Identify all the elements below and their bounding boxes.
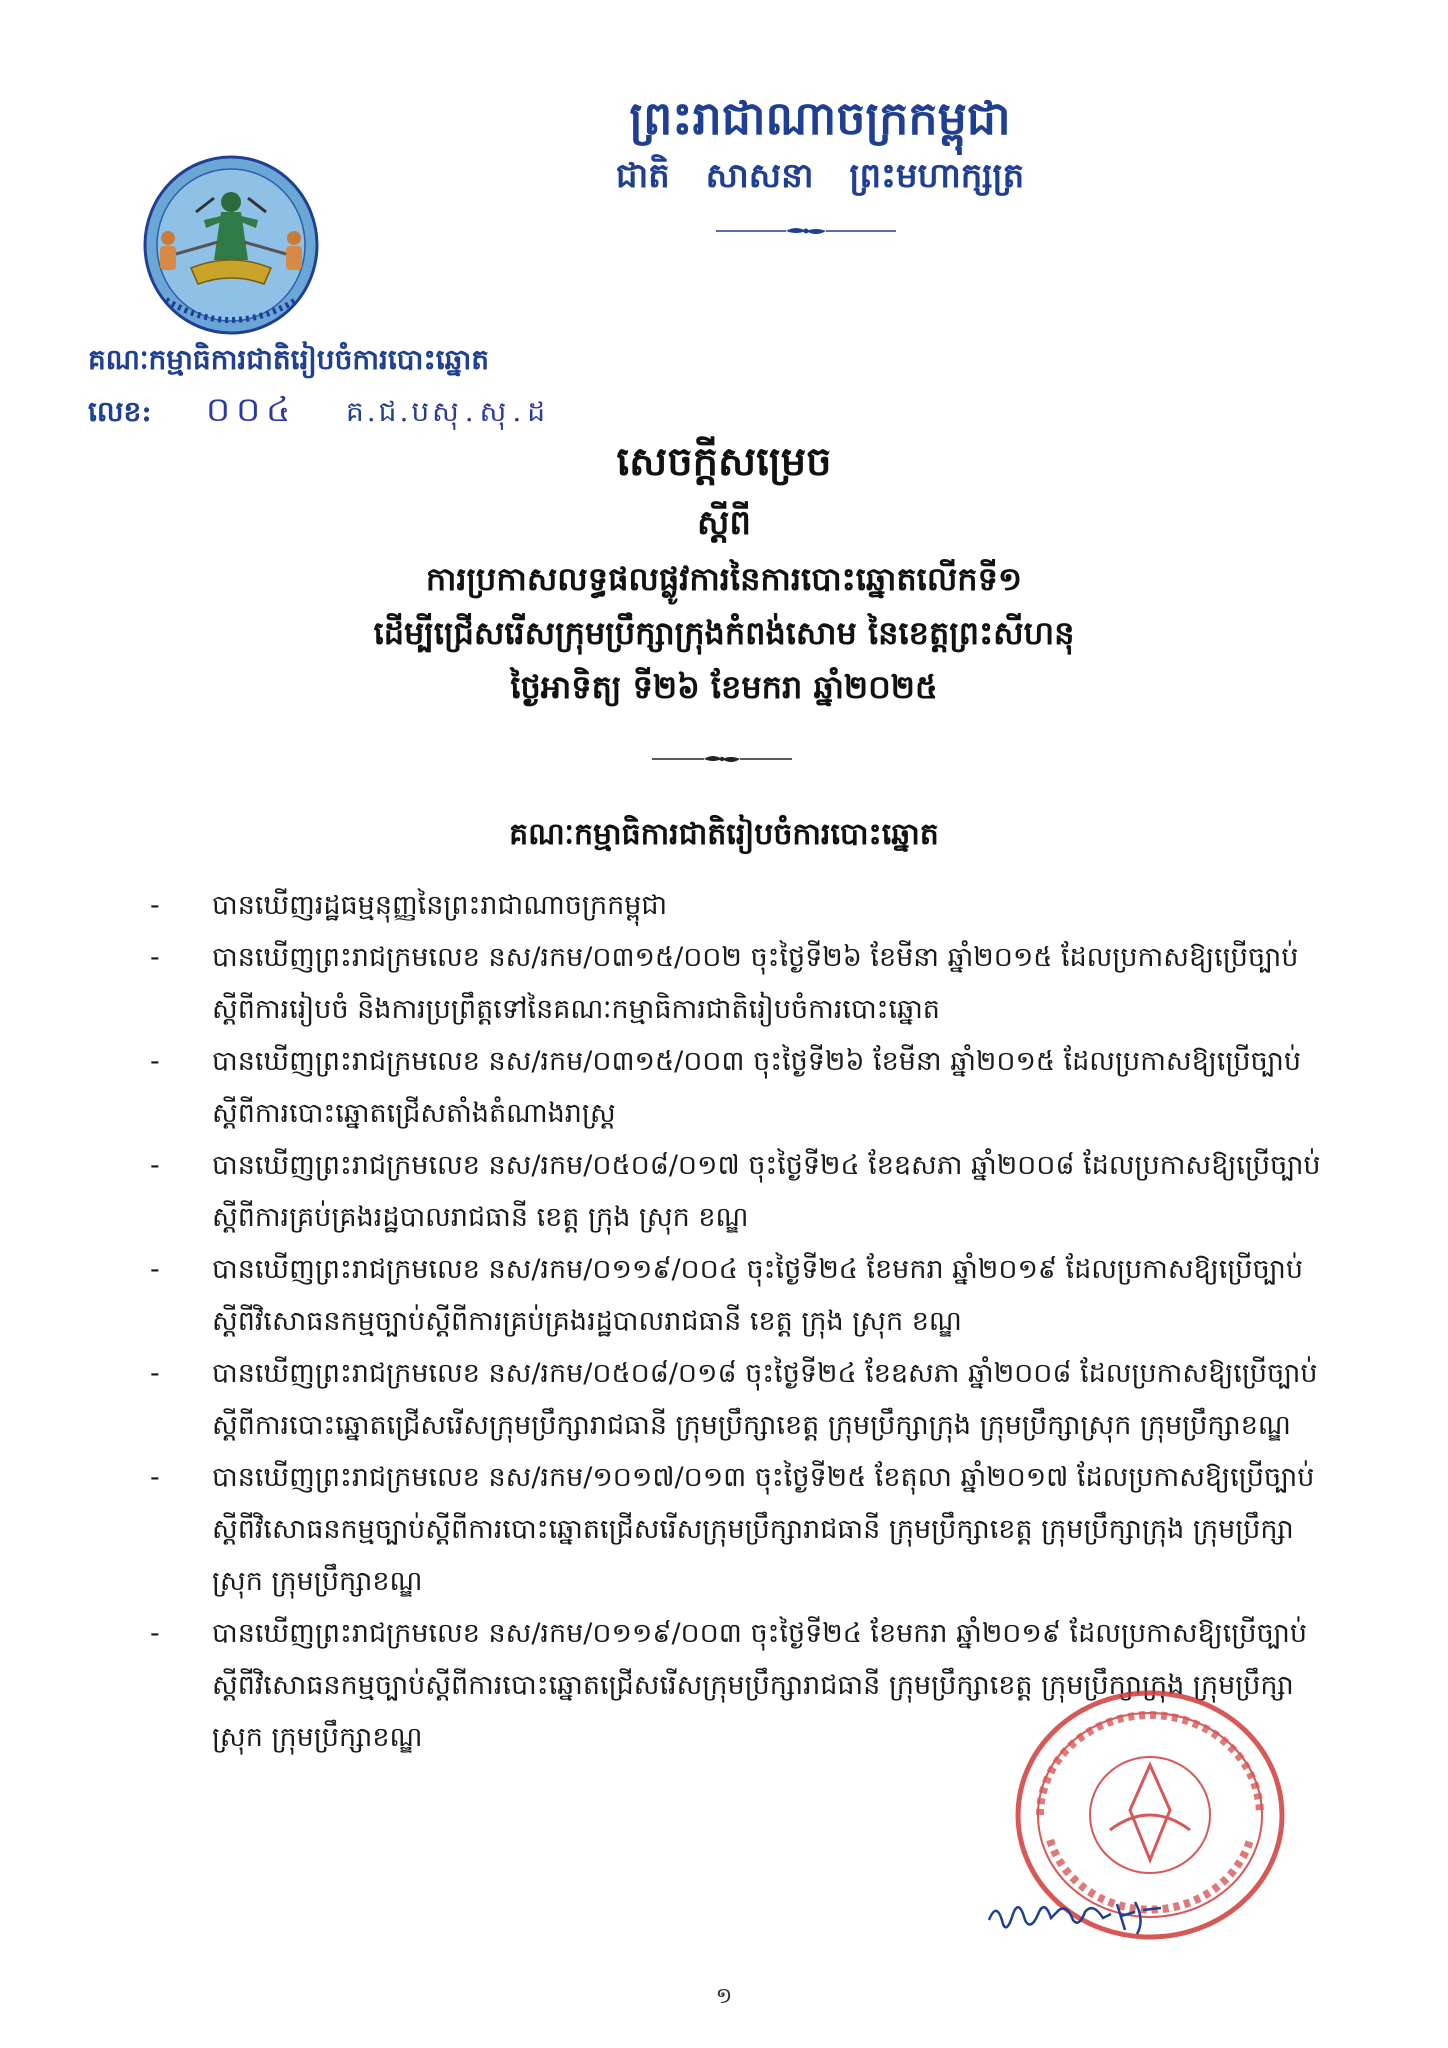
bullet-dash: - (150, 1618, 160, 1649)
bullet-dash: - (150, 942, 160, 973)
recital-item (140, 1140, 1340, 1244)
recital-text: បានឃើញព្រះរាជក្រមលេខ នស/រកម/០៥០៨/០១៧ ចុះថ្ងៃទី២៤ ខែឧសភា ឆ្នាំ២០០៨ ដែលប្រកាសឱ្យប្រើច្បាប់ស្តីពីការគ្រប់គ្រងរដ្ឋបាលរាជធានី ខេត្ត ក្រុង ស្រុក ខណ្ឌ (212, 1150, 1321, 1233)
recital-text: បានឃើញព្រះរាជក្រមលេខ នស/រកម/០៣១៥/០០៣ ចុះថ្ងៃទី២៦ ខែមីនា ឆ្នាំ២០១៥ ដែលប្រកាសឱ្យប្រើច្បាប់ស្តីពីការបោះឆ្នោតជ្រើសតាំងតំណាងរាស្ត្រ (212, 1046, 1302, 1129)
recital-item (140, 1348, 1340, 1452)
handwritten-signature (985, 1890, 1175, 1940)
reference-code-handwritten: សុ.សុ.ដ (432, 395, 552, 428)
nec-emblem (96, 150, 366, 340)
bullet-dash: - (150, 890, 160, 921)
decision-subject-line-3: ថ្ងៃអាទិត្យ ទី២៦ ខែមករា ឆ្នាំ២០២៥ (510, 668, 938, 706)
authority-heading: គណៈកម្មាធិការជាតិរៀបចំការបោះឆ្នោត (509, 817, 939, 852)
decision-title: សេចក្ដីសម្រេច (616, 438, 832, 485)
recital-text: បានឃើញព្រះរាជក្រមលេខ នស/រកម/០១១៩/០០៣ ចុះថ្ងៃទី២៤ ខែមករា ឆ្នាំ២០១៩ ដែលប្រកាសឱ្យប្រើច្បាប់ស្តីពីវិសោធនកម្មច្បាប់ស្តីពីការបោះឆ្នោតជ្រើសរើសក្រុមប្រឹក្សារាជធានី ក្រុមប្រឹក្សាខេត្ត ក្រុមប្រឹក្សាក្រុង ក្រុមប្រឹក្សាស្រុក ក្រុមប្រឹក្សាខណ្ឌ (212, 1618, 1307, 1753)
header-ornament (716, 224, 896, 238)
number-value: ០០៤ (206, 390, 297, 430)
decision-title-block (120, 430, 1328, 714)
bullet-dash: - (150, 1358, 160, 1389)
bullet-dash: - (150, 1462, 160, 1493)
recital-item (140, 1244, 1340, 1348)
issuer-block (88, 338, 551, 432)
issuer-name: គណៈកម្មាធិការជាតិរៀបចំការបោះឆ្នោត (88, 343, 490, 376)
issuer-reference (88, 390, 551, 432)
kingdom-motto: ជាតិ សាសនា ព្រះមហាក្សត្រ (615, 156, 1025, 196)
decision-about: ស្តីពី (697, 503, 751, 543)
number-label: លេខ: (88, 395, 152, 428)
page-number: ១ (715, 1984, 733, 2009)
kingdom-header (560, 86, 1080, 202)
bullet-dash: - (150, 1150, 160, 1181)
bullet-dash: - (150, 1046, 160, 1077)
recital-text: បានឃើញរដ្ឋធម្មនុញ្ញនៃព្រះរាជាណាចក្រកម្ពុជា (212, 890, 668, 921)
reference-code: គ.ជ.ប (346, 395, 433, 428)
recital-item (140, 880, 1340, 932)
decision-subject-line-2: ដើម្បីជ្រើសរើសក្រុមប្រឹក្សាក្រុងកំពង់សោម នៃខេត្តព្រះសីហនុ (373, 614, 1075, 652)
recital-item (140, 1036, 1340, 1140)
recital-text: បានឃើញព្រះរាជក្រមលេខ នស/រកម/១០១៧/០១៣ ចុះថ្ងៃទី២៥ ខែតុលា ឆ្នាំ២០១៧ ដែលប្រកាសឱ្យប្រើច្បាប់ស្តីពីវិសោធនកម្មច្បាប់ស្តីពីការបោះឆ្នោតជ្រើសរើសក្រុមប្រឹក្សារាជធានី ក្រុមប្រឹក្សាខេត្ត ក្រុមប្រឹក្សាក្រុង ក្រុមប្រឹក្សាស្រុក ក្រុមប្រឹក្សាខណ្ឌ (212, 1462, 1315, 1597)
recital-text: បានឃើញព្រះរាជក្រមលេខ នស/រកម/០៣១៥/០០២ ចុះថ្ងៃទី២៦ ខែមីនា ឆ្នាំ២០១៥ ដែលប្រកាសឱ្យប្រើច្បាប់ស្តីពីការរៀបចំ និងការប្រព្រឹត្តទៅនៃគណៈកម្មាធិការជាតិរៀបចំការបោះឆ្នោត (212, 942, 1299, 1025)
kingdom-title: ព្រះរាជាណាចក្រកម្ពុជា (629, 91, 1011, 145)
title-ornament (652, 752, 792, 766)
recitals-list (140, 880, 1340, 1764)
recital-text: បានឃើញព្រះរាជក្រមលេខ នស/រកម/០៥០៨/០១៨ ចុះថ្ងៃទី២៤ ខែឧសភា ឆ្នាំ២០០៨ ដែលប្រកាសឱ្យប្រើច្បាប់ស្តីពីការបោះឆ្នោតជ្រើសរើសក្រុមប្រឹក្សារាជធានី ក្រុមប្រឹក្សាខេត្ត ក្រុមប្រឹក្សាក្រុង ក្រុមប្រឹក្សាស្រុក ក្រុមប្រឹក្សាខណ្ឌ (212, 1358, 1318, 1441)
bullet-dash: - (150, 1254, 160, 1285)
recital-item (140, 932, 1340, 1036)
recital-text: បានឃើញព្រះរាជក្រមលេខ នស/រកម/០១១៩/០០៤ ចុះថ្ងៃទី២៤ ខែមករា ឆ្នាំ២០១៩ ដែលប្រកាសឱ្យប្រើច្បាប់ស្តីពីវិសោធនកម្មច្បាប់ស្តីពីការគ្រប់គ្រងរដ្ឋបាលរាជធានី ខេត្ត ក្រុង ស្រុក ខណ្ឌ (212, 1254, 1304, 1337)
decision-subject-line-1: ការប្រកាសលទ្ធផលផ្លូវការនៃការបោះឆ្នោតលើកទី១ (425, 560, 1023, 598)
recital-item (140, 1452, 1340, 1608)
